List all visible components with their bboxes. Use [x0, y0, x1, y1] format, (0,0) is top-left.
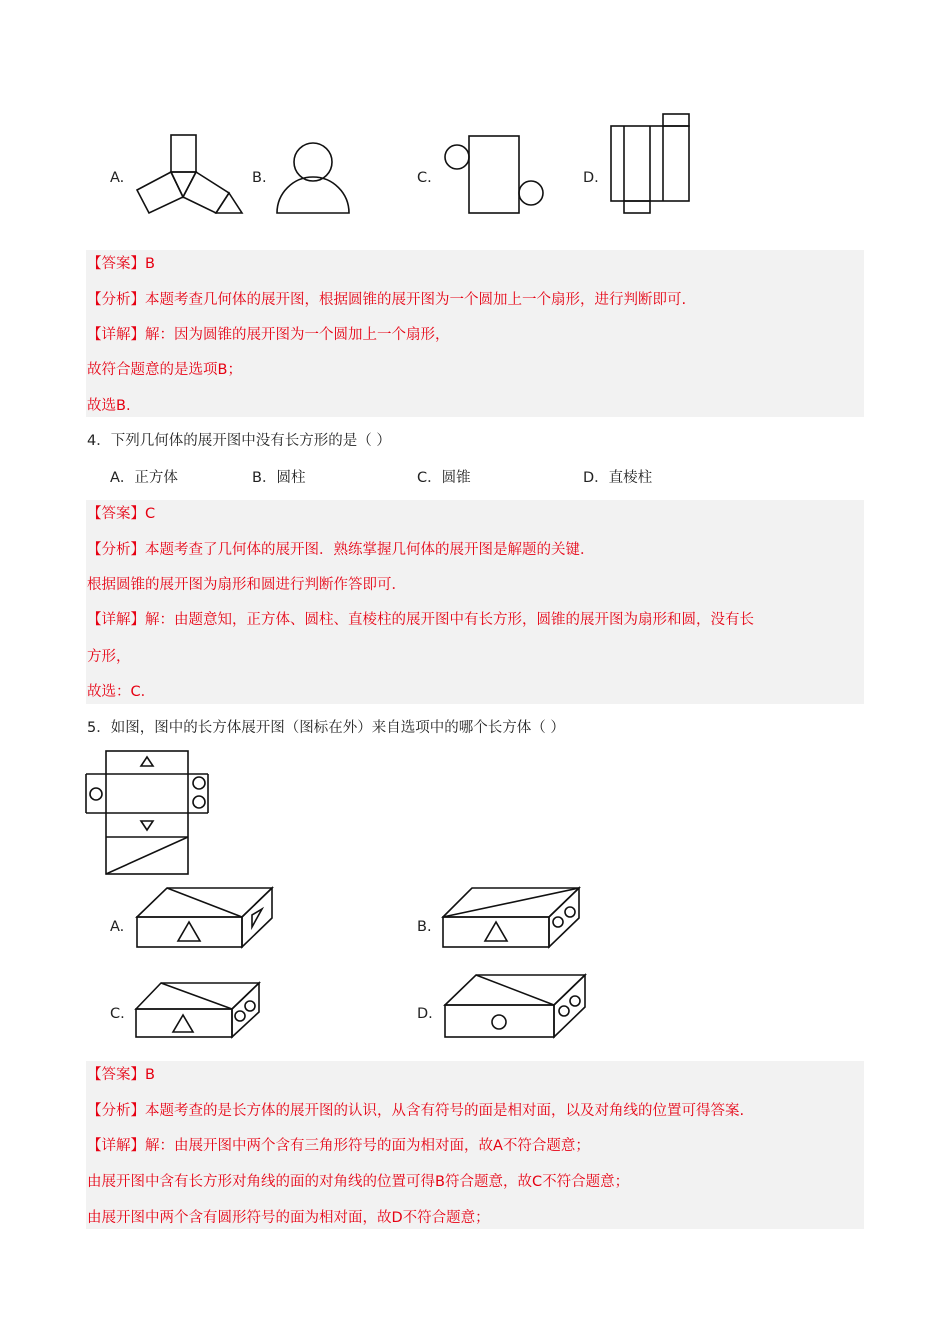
- q3-detail-line: 故符合题意的是选项B；: [87, 362, 242, 378]
- q3-analysis: 【分析】本题考查几何体的展开图，根据圆锥的展开图为一个圆加上一个扇形，进行判断即可.: [87, 292, 687, 308]
- q5-question: 5．如图，图中的长方体展开图（图标在外）来自选项中的哪个长方体（ ）: [87, 720, 565, 736]
- q3-option-b-label: B.: [252, 170, 267, 186]
- q3-conclusion: 故选B.: [87, 398, 131, 414]
- q5-option-b-cuboid: [443, 888, 579, 947]
- q3-detail: 【详解】解：因为圆锥的展开图为一个圆加上一个扇形，: [87, 327, 450, 343]
- q5-cuboid-net: [86, 751, 208, 874]
- q4-option-c: C．圆锥: [417, 470, 471, 486]
- q3-figure-c-cylinder-net: [445, 136, 543, 213]
- q5-option-d-cuboid: [445, 975, 585, 1037]
- q4-detail-line: 方形，: [87, 649, 131, 665]
- q3-answer: 【答案】B: [87, 256, 155, 272]
- q3-figure-a-net: [137, 135, 242, 213]
- q5-answer: 【答案】B: [87, 1067, 155, 1083]
- q4-analysis: 【分析】本题考查了几何体的展开图．熟练掌握几何体的展开图是解题的关键．: [87, 542, 595, 558]
- q5-detail-line-3: 由展开图中两个含有圆形符号的面为相对面，故D不符合题意；: [87, 1210, 490, 1226]
- q5-option-a-label: A.: [110, 919, 125, 935]
- q3-option-a-label: A.: [110, 170, 125, 186]
- q5-analysis: 【分析】本题考查的是长方体的展开图的认识，从含有符号的面是相对面，以及对角线的位置可得答案.: [87, 1103, 745, 1119]
- q5-option-c-cuboid: [136, 983, 259, 1037]
- q3-option-c-label: C.: [417, 170, 432, 186]
- q4-option-d: D．直棱柱: [583, 470, 653, 486]
- q3-option-d-label: D.: [583, 170, 599, 186]
- q4-conclusion: 故选：C．: [87, 684, 156, 700]
- q4-analysis-line: 根据圆锥的展开图为扇形和圆进行判断作答即可．: [87, 577, 406, 593]
- q4-answer: 【答案】C: [87, 506, 156, 522]
- q3-figure-d-prism-net: [611, 114, 689, 213]
- q5-option-d-label: D.: [417, 1006, 433, 1022]
- q4-detail: 【详解】解：由题意知，正方体、圆柱、直棱柱的展开图中有长方形，圆锥的展开图为扇形和圆，没有长: [87, 612, 754, 628]
- q5-option-a-cuboid: [137, 888, 272, 947]
- q4-option-a: A．正方体: [110, 470, 178, 486]
- q5-option-b-label: B.: [417, 919, 432, 935]
- q5-option-c-label: C.: [110, 1006, 125, 1022]
- q4-question: 4．下列几何体的展开图中没有长方形的是（ ）: [87, 433, 391, 449]
- q4-option-b: B．圆柱: [252, 470, 306, 486]
- q5-detail: 【详解】解：由展开图中两个含有三角形符号的面为相对面，故A不符合题意；: [87, 1138, 590, 1154]
- q5-detail-line-2: 由展开图中含有长方形对角线的面的对角线的位置可得B符合题意，故C不符合题意；: [87, 1174, 630, 1190]
- q3-figure-b-cone-net: [277, 143, 349, 213]
